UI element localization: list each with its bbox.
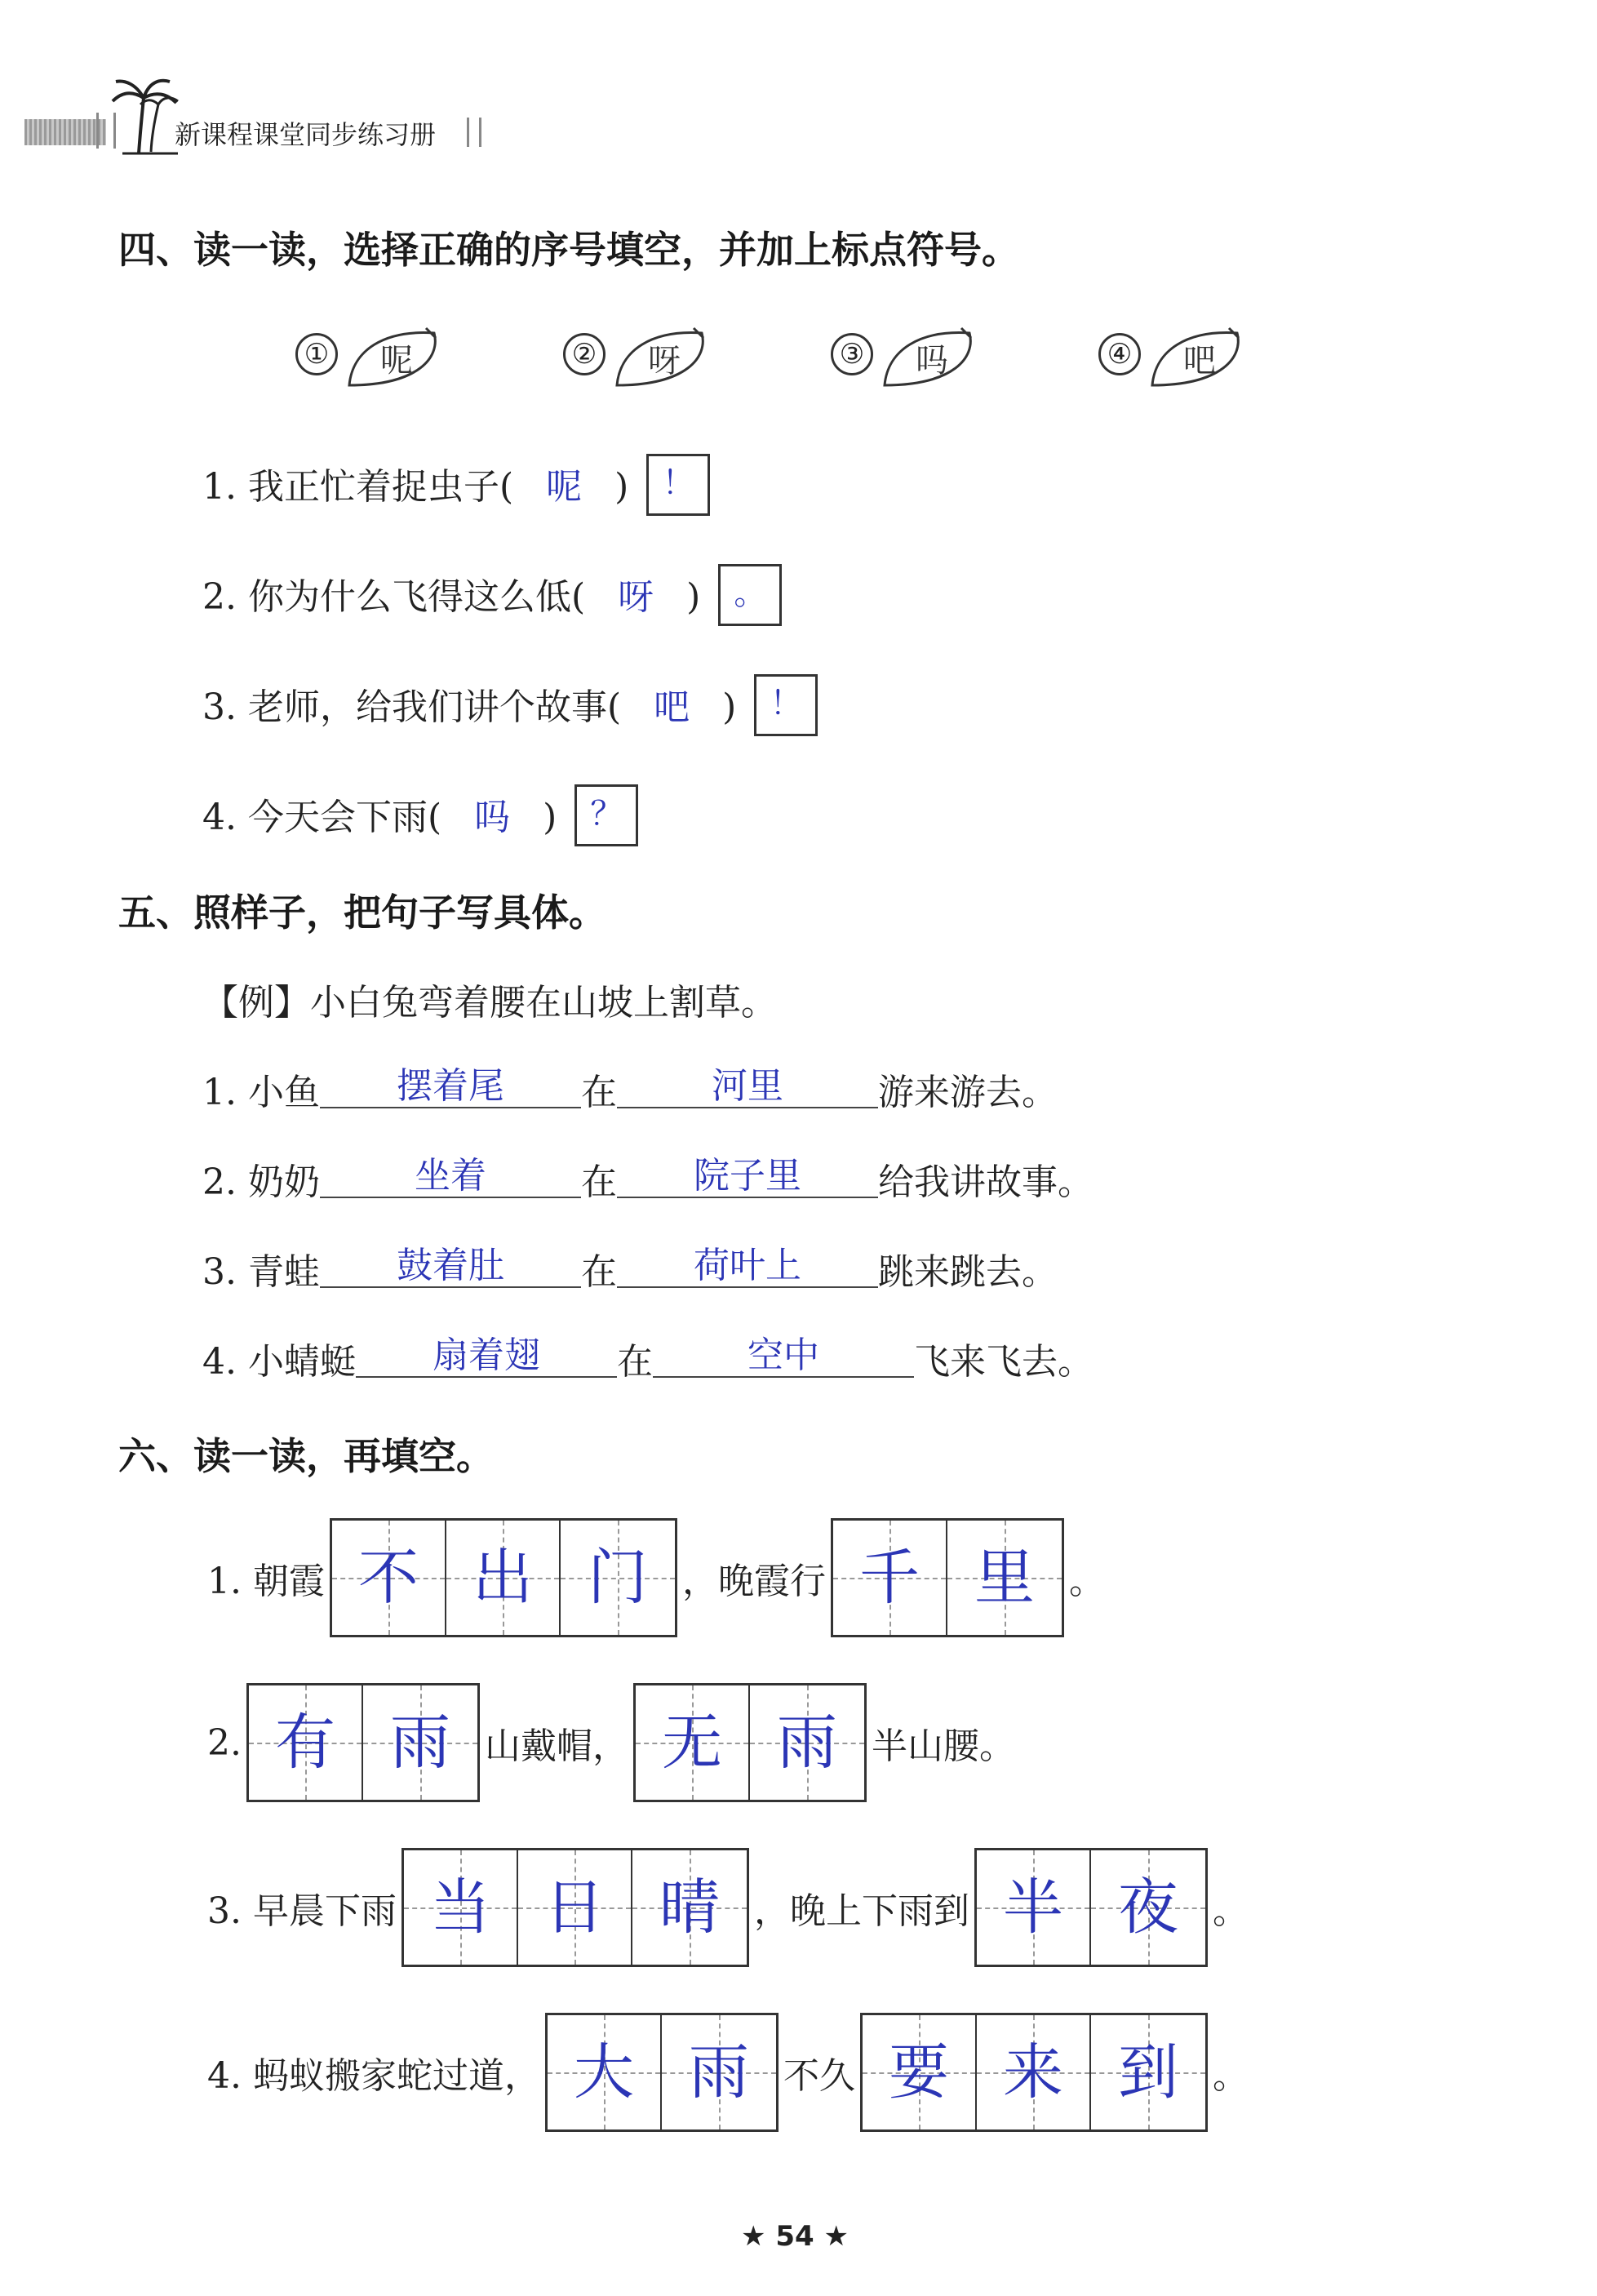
- grid-char: 无: [661, 1708, 722, 1778]
- char-grid: [633, 1683, 867, 1802]
- item-text: 3. 老师，给我们讲个故事(: [202, 686, 622, 728]
- grid-char: 日: [543, 1872, 605, 1943]
- header-divider-end: [467, 118, 481, 147]
- section4-heading: 四、读一读，选择正确的序号填空，并加上标点符号。: [118, 228, 1019, 272]
- item-mid: 在: [580, 1072, 617, 1113]
- punct-box: ！: [646, 454, 710, 516]
- grid-cell: [750, 1685, 864, 1800]
- grid-char: 来: [1002, 2037, 1063, 2107]
- header-title: 新课程课堂同步练习册: [175, 119, 437, 150]
- grid-char: 要: [888, 2037, 949, 2107]
- punct-box: ！: [754, 674, 818, 736]
- char-grid: [330, 1518, 677, 1637]
- grid-cell: [548, 2015, 662, 2129]
- item-answer: 呀: [618, 576, 654, 618]
- item-middle: 不久: [783, 2055, 855, 2097]
- s5-item-4: [202, 1332, 1094, 1384]
- grid-cell: [518, 1850, 632, 1965]
- answer-blank: 摆着尾: [320, 1066, 581, 1108]
- grid-cell: [977, 2015, 1091, 2129]
- item-subject: 4. 小蜻蜓: [202, 1341, 356, 1383]
- item-close: ): [686, 576, 701, 618]
- item-close: ): [543, 797, 557, 838]
- option-char: 吗: [916, 342, 948, 380]
- s6-item-3: [202, 1848, 1253, 1967]
- grid-char: 半: [1002, 1872, 1063, 1943]
- item-prefix: 4. 蚂蚁搬家蛇过道，: [207, 2055, 540, 2097]
- grid-cell: [833, 1521, 947, 1635]
- answer-blank: 空中: [653, 1335, 914, 1378]
- item-end: 游来游去。: [877, 1072, 1058, 1113]
- char-grid: [974, 1848, 1208, 1967]
- item-prefix: 2.: [207, 1721, 242, 1764]
- grid-cell: [1091, 2015, 1205, 2129]
- grid-char: 当: [429, 1872, 490, 1943]
- grid-cell: [662, 2015, 776, 2129]
- punct-box: ？: [574, 784, 638, 846]
- answer-blank: 院子里: [617, 1156, 878, 1198]
- grid-char: 晴: [659, 1872, 720, 1943]
- s5-example: 【例】小白兔弯着腰在山坡上割草。: [202, 982, 777, 1024]
- item-text: 4. 今天会下雨(: [202, 797, 442, 838]
- grid-cell: [977, 1850, 1091, 1965]
- grid-char: 千: [858, 1543, 920, 1613]
- header-decoration-bar: [24, 119, 106, 145]
- grid-cell: [636, 1685, 750, 1800]
- grid-cell: [363, 1685, 477, 1800]
- item-end: 跳来跳去。: [877, 1251, 1058, 1293]
- item-answer: 吗: [474, 797, 511, 838]
- s5-item-3: [202, 1242, 1058, 1295]
- item-middle: ，晚上下雨到: [753, 1890, 969, 1932]
- item-close: ): [614, 466, 629, 508]
- item-suffix: 。: [1068, 1561, 1105, 1602]
- item-close: ): [722, 686, 737, 728]
- s6-item-2: [202, 1683, 1020, 1802]
- item-answer: 吧: [654, 686, 690, 728]
- char-grid: [860, 2013, 1208, 2132]
- grid-cell: [404, 1850, 518, 1965]
- item-text: 2. 你为什么飞得这么低(: [202, 576, 586, 618]
- grid-cell: [249, 1685, 363, 1800]
- item-middle: ，晚霞行: [681, 1561, 826, 1602]
- option-char: 呀: [648, 342, 681, 380]
- item-mid: 在: [580, 1251, 617, 1293]
- s5-item-1: [202, 1063, 1058, 1115]
- item-mid: 在: [616, 1341, 653, 1383]
- answer-blank: 坐着: [320, 1156, 581, 1198]
- grid-cell: [947, 1521, 1062, 1635]
- item-subject: 3. 青蛙: [202, 1251, 320, 1293]
- char-grid: [545, 2013, 779, 2132]
- grid-char: 雨: [776, 1708, 837, 1778]
- grid-char: 到: [1117, 2037, 1178, 2107]
- item-mid: 在: [580, 1161, 617, 1203]
- item-subject: 1. 小鱼: [202, 1072, 320, 1113]
- option-char: 呢: [380, 342, 413, 380]
- grid-char: 出: [472, 1543, 533, 1613]
- item-end: 给我讲故事。: [877, 1161, 1094, 1203]
- section6-heading: 六、读一读，再填空。: [118, 1434, 494, 1478]
- grid-cell: [632, 1850, 747, 1965]
- grid-char: 雨: [389, 1708, 450, 1778]
- answer-blank: 荷叶上: [617, 1246, 878, 1288]
- item-prefix: 1. 朝霞: [207, 1561, 325, 1602]
- answer-blank: 鼓着肚: [320, 1246, 581, 1288]
- item-prefix: 3. 早晨下雨: [207, 1890, 397, 1932]
- char-grid: [831, 1518, 1064, 1637]
- palm-tree-icon: [106, 73, 180, 155]
- grid-cell: [863, 2015, 977, 2129]
- item-subject: 2. 奶奶: [202, 1161, 320, 1203]
- char-grid: [401, 1848, 749, 1967]
- s4-item-2: [202, 567, 782, 631]
- option-number: ④: [1098, 333, 1141, 375]
- item-answer: 呢: [546, 466, 583, 508]
- s6-item-4: [202, 2013, 1253, 2132]
- punct-box: 。: [718, 564, 782, 626]
- item-suffix: 半山腰。: [871, 1725, 1015, 1767]
- s4-item-1: [202, 457, 710, 521]
- grid-cell: [332, 1521, 446, 1635]
- item-suffix: 。: [1212, 2055, 1249, 2097]
- grid-char: 不: [357, 1543, 419, 1613]
- grid-char: 大: [573, 2037, 634, 2107]
- option-char: 吧: [1183, 342, 1216, 380]
- page-number: ★ 54 ★: [741, 2220, 849, 2253]
- item-suffix: 。: [1212, 1890, 1249, 1932]
- grid-cell: [561, 1521, 675, 1635]
- grid-cell: [1091, 1850, 1205, 1965]
- s4-item-4: [202, 788, 638, 851]
- option-number: ③: [831, 333, 873, 375]
- s6-item-1: [202, 1518, 1110, 1637]
- s5-item-2: [202, 1152, 1094, 1205]
- grid-char: 有: [274, 1708, 335, 1778]
- grid-char: 夜: [1117, 1872, 1178, 1943]
- option-number: ②: [563, 333, 606, 375]
- item-end: 飞来飞去。: [913, 1341, 1094, 1383]
- answer-blank: 扇着翅: [356, 1335, 617, 1378]
- item-middle: 山戴帽，: [484, 1725, 628, 1767]
- s4-item-3: [202, 677, 818, 741]
- answer-blank: 河里: [617, 1066, 878, 1108]
- grid-cell: [446, 1521, 561, 1635]
- char-grid: [246, 1683, 480, 1802]
- item-text: 1. 我正忙着捉虫子(: [202, 466, 514, 508]
- section5-heading: 五、照样子，把句子写具体。: [118, 890, 606, 935]
- grid-char: 雨: [688, 2037, 749, 2107]
- grid-char: 门: [587, 1543, 648, 1613]
- grid-char: 里: [974, 1543, 1035, 1613]
- option-number: ①: [295, 333, 338, 375]
